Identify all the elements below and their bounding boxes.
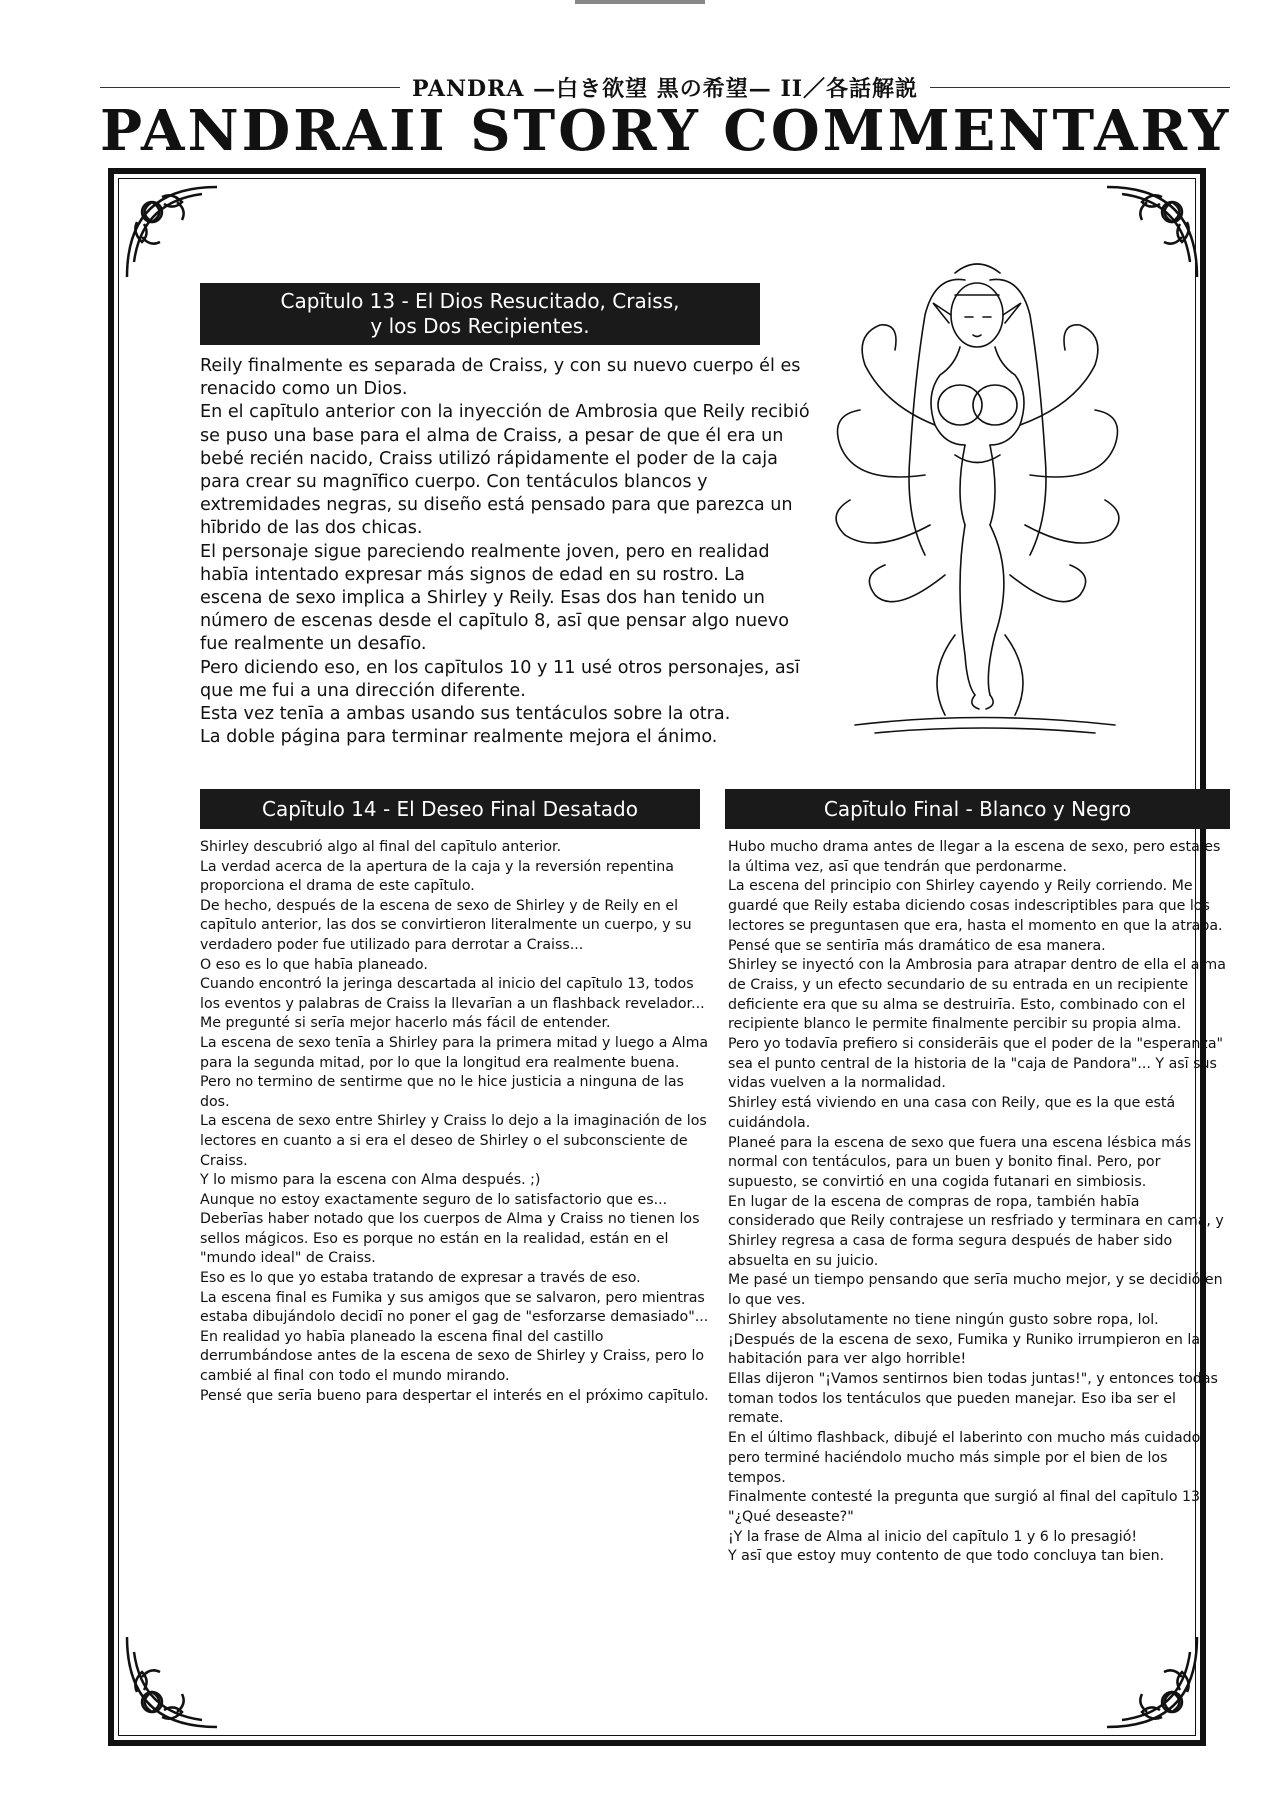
ornamental-corner-icon [122, 182, 222, 282]
paragraph: Aunque no estoy exactamente seguro de lo satisfactorio que es... [200, 1191, 668, 1208]
paragraph: Finalmente contesté la pregunta que surgió al final del capītulo 13, "¿Qué deseaste?" [728, 1489, 1205, 1525]
paragraph: Esta vez tenīa a ambas usando sus tentáculos sobre la otra. [200, 704, 731, 725]
paragraph: En el último flashback, dibujé el laberinto con mucho más cuidado, pero terminé haciéndolo mucho más simple por el bien de los tempos. [728, 1430, 1205, 1486]
page-title: PANDRAII STORY COMMENTARY [100, 98, 1232, 164]
paragraph: Shirley está viviendo en una casa con Reily, que es la que está cuidándola. [728, 1095, 1176, 1131]
subtitle: PANDRA —白き欲望 黒の希望— II／各話解説 [411, 75, 919, 102]
paragraph: O eso es lo que habīa planeado. [200, 956, 428, 973]
paragraph: Y lo mismo para la escena con Alma después. ;) [200, 1172, 541, 1189]
paragraph: La escena de sexo tenīa a Shirley para la primera mitad y luego a Alma para la segunda mitad, por lo que la longitud era realmente buena. Pero no termino de sentirme que no le hice justicia a ninguna de las dos. [200, 1034, 709, 1110]
subtitle-rule-left [100, 87, 400, 88]
paragraph: En el capītulo anterior con la inyección de Ambrosia que Reily recibió se puso una base para el alma de Craiss, a pesar de que él era un bebé recién nacido, Craiss utilizó rápidamente el poder de la caja para crear su magnīfico cuerpo. Con tentáculos blancos y extremidades negras, su diseño está pensado para que parezca un hībrido de las dos chicas. [200, 402, 810, 539]
paragraph: La escena del principio con Shirley cayendo y Reily corriendo. Me guardé que Reily estaba diciendo cosas indescriptibles para que los lectores se preguntasen que era, hasta el momento en que la atrapa. Pensé que se sentirīa más dramático de esa manera. [728, 878, 1223, 954]
ornamental-corner-icon [122, 1632, 222, 1732]
chapter-final-body [728, 838, 1228, 1567]
paragraph: Shirley se inyectó con la Ambrosia para atrapar dentro de ella el alma de Craiss, y un efecto secundario de su entrada en un recipiente deficiente era que su alma se destruirīa. Esto, combinado con el recipiente blanco le permite finalmente percibir su propia alma. [728, 957, 1226, 1033]
paragraph: En realidad yo habīa planeado la escena final del castillo derrumbándose antes de la escena de sexo de Shirley y Craiss, pero lo cambié al final con todo el mundo mirando. [200, 1328, 705, 1385]
paragraph: Planeé para la escena de sexo que fuera una escena lésbica más normal con tentáculos, para un buen y bonito final. Pero, por supuesto, se convirtió en una cogida futanari en simbiosis. [728, 1134, 1192, 1190]
paragraph: Eso es lo que yo estaba tratando de expresar a través de eso. [200, 1270, 641, 1287]
chapter13-heading [200, 283, 760, 345]
paragraph: El personaje sigue pareciendo realmente joven, pero en realidad habīa intentado expresar más signos de edad en su rostro. La escena de sexo implica a Shirley y Reily. Esas dos han tenido un número de escenas desde el capītulo 8, asī que pensar algo nuevo fue realmente un desafīo. [200, 541, 790, 655]
top-edge-mark [575, 0, 705, 4]
ornamental-corner-icon [1102, 1632, 1202, 1732]
character-illustration [815, 255, 1145, 745]
paragraph: Deberīas haber notado que los cuerpos de Alma y Craiss no tienen los sellos mágicos. Eso es porque no están en la realidad, están en el "mundo ideal" de Craiss. [200, 1211, 700, 1267]
chapter13-heading-line2: y los Dos Recipientes. [370, 314, 590, 338]
paragraph: Pero diciendo eso, en los capītulos 10 y 11 usé otros personajes, asī que me fui a una dirección diferente. [200, 657, 800, 701]
paragraph: La verdad acerca de la apertura de la caja y la reversión repentina proporciona el drama de este capītulo. [200, 858, 674, 895]
paragraph: Y asī que estoy muy contento de que todo concluya tan bien. [728, 1548, 1165, 1565]
paragraph: La doble página para terminar realmente mejora el ánimo. [200, 727, 718, 748]
chapter14-heading: Capītulo 14 - El Deseo Final Desatado [200, 789, 700, 829]
paragraph: Cuando encontró la jeringa descartada al inicio del capītulo 13, todos los eventos y palabras de Craiss la llevarīan a un flashback revelador... [200, 976, 705, 1012]
paragraph: ¡Después de la escena de sexo, Fumika y Runiko irrumpieron en la habitación para ver algo horrible! [728, 1331, 1201, 1368]
subtitle-rule-right [930, 87, 1230, 88]
paragraph: Shirley descubrió algo al final del capītulo anterior. [200, 839, 562, 855]
paragraph: Pero yo todavīa prefiero si considerāis que el poder de la "esperanza" sea el punto central de la historia de la "caja de Pandora"... Y asī sus vidas vuelven a la normalidad. [728, 1036, 1224, 1092]
paragraph: De hecho, después de la escena de sexo de Shirley y de Reily en el capītulo anterior, las dos se convirtieron literalmente un cuerpo, y su verdadero poder fue utilizado para derrotar a Craiss... [200, 897, 692, 953]
chapter13-heading-line1: Capītulo 13 - El Dios Resucitado, Craiss, [280, 289, 680, 313]
paragraph: ¡Y la frase de Alma al inicio del capītulo 1 y 6 lo presagió! [728, 1528, 1138, 1545]
paragraph: Shirley absolutamente no tiene ningún gusto sobre ropa, lol. [728, 1311, 1159, 1328]
chapter14-body [200, 838, 710, 1406]
paragraph: En lugar de la escena de compras de ropa, también habīa considerado que Reily contrajese un resfriado y terminara en cama, y Shirley regresa a casa de forma segura después de haber sido absuelta en su juicio. [728, 1193, 1224, 1269]
paragraph: Reily finalmente es separada de Craiss, y con su nuevo cuerpo él es renacido como un Dios. [200, 356, 801, 400]
paragraph: La escena de sexo entre Shirley y Craiss lo dejo a la imaginación de los lectores en cuanto a si era el deseo de Shirley o el subconsciente de Craiss. [200, 1113, 707, 1169]
paragraph: Pensé que serīa bueno para despertar el interés en el próximo capītulo. [200, 1387, 709, 1404]
chapter-final-heading: Capītulo Final - Blanco y Negro [725, 789, 1230, 829]
paragraph: Me pregunté si serīa mejor hacerlo más fácil de entender. [200, 1015, 611, 1032]
paragraph: La escena final es Fumika y sus amigos que se salvaron, pero mientras estaba dibujándolo decidī no poner el gag de "esforzarse demasiado"... [200, 1289, 709, 1326]
paragraph: Hubo mucho drama antes de llegar a la escena de sexo, pero esta es la última vez, asī que tendrán que perdonarme. [728, 839, 1221, 875]
paragraph: Me pasé un tiempo pensando que serīa mucho mejor, y se decidió en lo que ves. [728, 1272, 1223, 1309]
chapter13-body [200, 355, 812, 749]
paragraph: Ellas dijeron "¡Vamos sentirnos bien todas juntas!", y entonces todas toman todos los tentáculos que pueden manejar. Eso iba ser el remate. [728, 1370, 1218, 1427]
